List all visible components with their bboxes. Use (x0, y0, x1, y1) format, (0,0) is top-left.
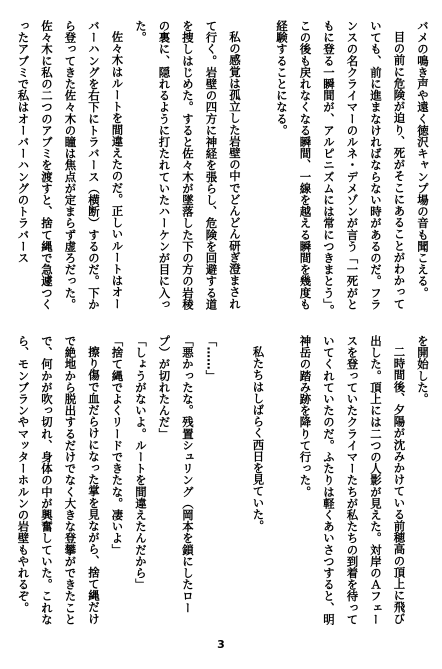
blank-line (270, 335, 294, 625)
dialogue-apology: 「悪かったな。残置シュリング（岡本を鎖にしたロープ）が切れたんだ」 (157, 335, 195, 614)
blank-line (223, 335, 247, 625)
paragraph-danger-moment: 目の前に危険が迫り、死がそこにあることがわかっていても、前に進まなければならない時があるのだ。フランスの名クライマーのルネ・デメゾンが言う「一死がともに登る一瞬間が、アルピニズムには常につきまとう」。この後も戻れなくなる瞬間、一線を越える瞬間を幾度も経験することになる。 (275, 20, 407, 316)
paragraph-sunset: 私たちはしばらく西日を見ていた。 (251, 346, 266, 532)
paragraph-traverse-start: を開始した。 (416, 335, 430, 405)
dialogue-silence: 「……」 (204, 335, 219, 382)
paragraph-swallow-sounds: バメの鳴き声や遠く徳沢キャンプ場の音も聞こえる。 (416, 20, 430, 299)
paragraph-excitement: 擦り傷で血だらけになった掌を見ながら、捨て縄だけで絶地から脱出するだけでなく大きな登攀ができたことで、何かが吹っ切れ、身体の中が興奮していた。これなら、モンブランやマッターホルンの岩壁もやれるぞ。 (16, 335, 101, 625)
lower-text-block (8, 335, 434, 625)
paragraph-wrong-route: 佐々木はルートを間違えたのだ。正しいルートはオーバーハングを右下にトラバース（横断）するのだ。下から登ってきた佐々木の瞳は焦点が定まらず虚ろだった。佐々木に私の二つのアブミを渡すと、捨て縄で急遽つくったアブミで私はオーバーハングのトラバース (16, 20, 125, 310)
paragraph-summit: 二時間後、夕陽が沈みかけている前穂高の頂上に飛び出した。頂上には二つの人影が見えた。対岸のＡフェースを登っていたクライマーたちが私たちの到着を待っていてくれていたのだ。ふたりは軽くあいさつすると、明神岳の踏み跡を降りて行った。 (298, 335, 407, 625)
upper-text-block (8, 20, 434, 320)
page-number: 3 (217, 638, 225, 651)
blank-line (246, 20, 270, 320)
dialogue-praise: 「捨て縄でよくリードできたな。凄いよ」 (110, 335, 125, 556)
dialogue-wrong-route: 「しょうがないよ。ルートを間違えたんだから」 (134, 335, 148, 591)
paragraph-senses-sharpened: 私の感覚は孤立した岩壁の中でどんどん研ぎ澄まされて行く。岩壁の四方に神経を張らし、危険を回避する道を捜しはじめた。すると佐々木が墜落した下の方の岩稜の裏に、隠れるように打たれていたハーケンが目に入った。 (134, 20, 242, 310)
